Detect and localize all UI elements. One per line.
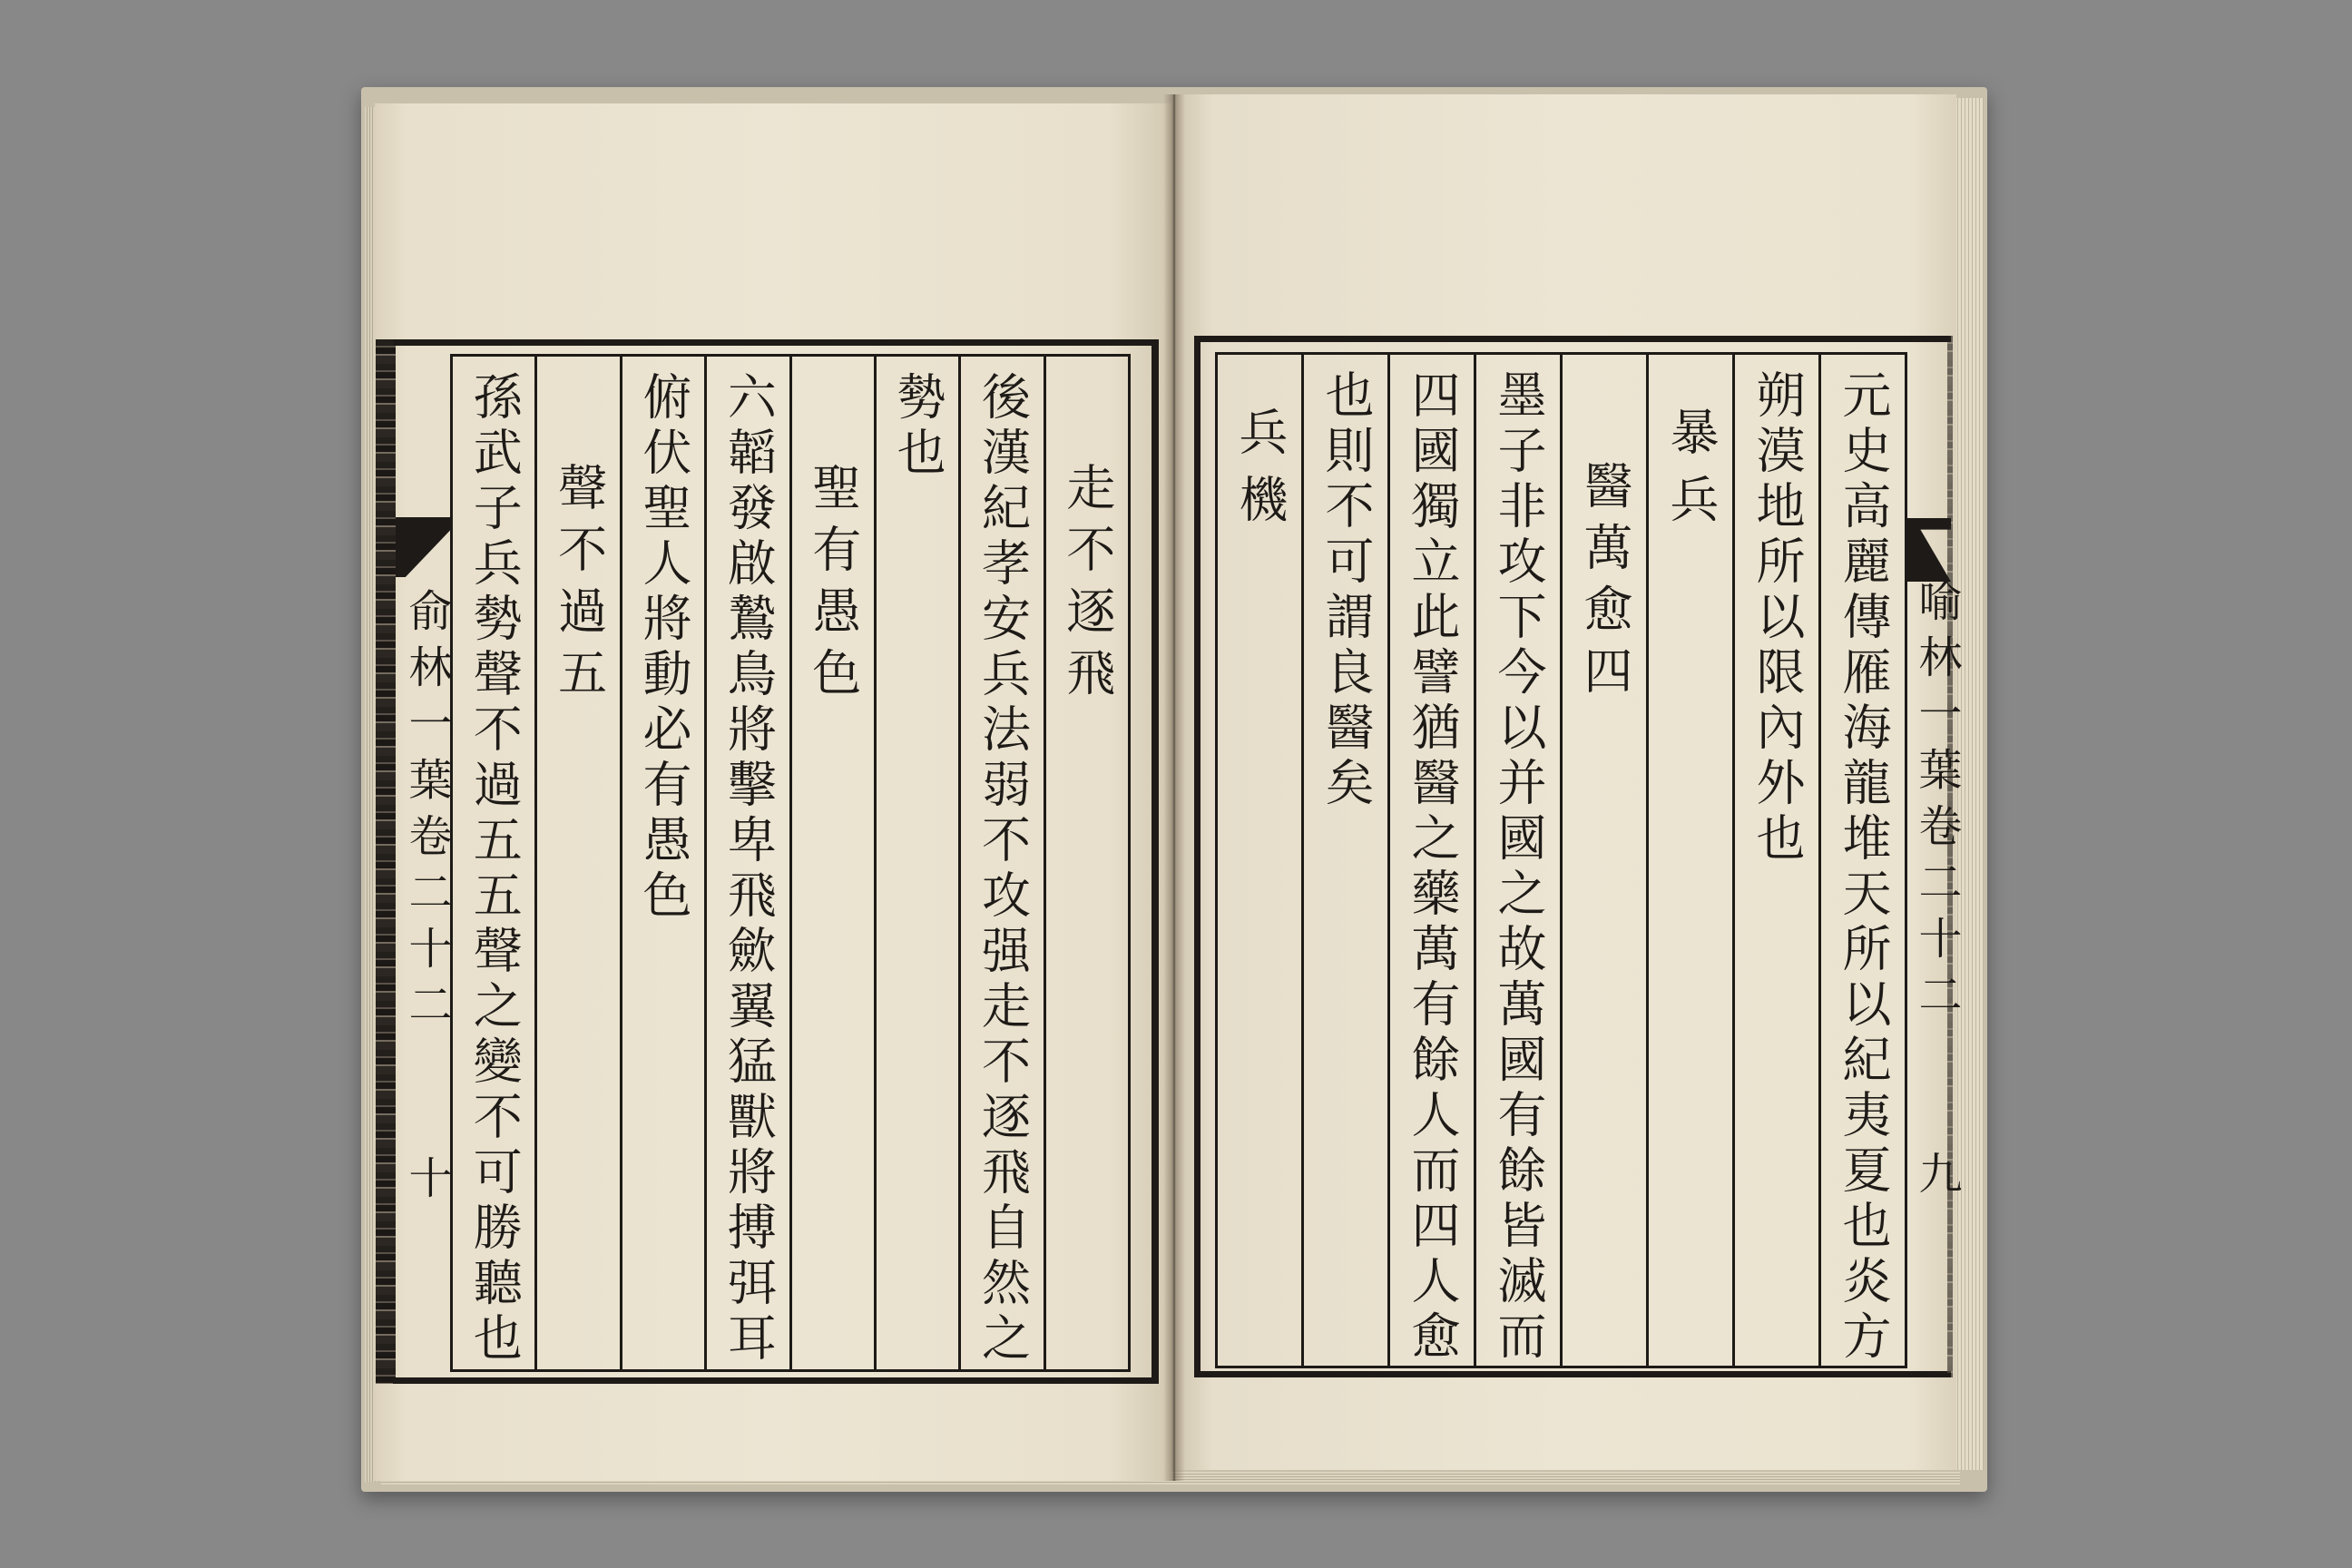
entry-title: 醫萬愈四 [1576, 460, 1633, 707]
text-column [1301, 355, 1387, 1366]
column-text: 俯伏聖人將動必有愚色 [634, 371, 692, 925]
column-text: 朔漠地所以限內外也 [1749, 369, 1806, 867]
text-column [874, 357, 958, 1369]
text-column [789, 357, 874, 1369]
text-column [453, 357, 534, 1369]
fishtail-mark [1907, 518, 1951, 582]
entry-title: 走不逐飛 [1058, 462, 1116, 709]
column-text: 後漢紀孝安兵法弱不攻强走不逐飛自然之 [974, 371, 1032, 1367]
text-column [1387, 355, 1474, 1366]
gutter-fold [1163, 94, 1185, 1481]
text-column [1560, 355, 1646, 1366]
column-text: 勢也 [889, 371, 947, 482]
column-text: 四國獨立此譬猶醫之藥萬有餘人而四人愈 [1404, 369, 1461, 1366]
frame-border-top [1194, 336, 1951, 342]
text-column [1044, 357, 1128, 1369]
page-number: 十 [401, 1155, 452, 1211]
category-heading: 兵機 [1231, 407, 1289, 541]
margin-title: 俞林一葉卷二十二 [401, 588, 452, 1038]
category-heading: 暴兵 [1662, 407, 1720, 541]
text-column [1818, 355, 1905, 1366]
center-margin-strip [396, 357, 450, 1369]
text-column [620, 357, 704, 1369]
page-number: 九 [1911, 1151, 1962, 1207]
frame-border-right [1152, 339, 1159, 1384]
column-text: 元史高麗傳雁海龍堆天所以紀夷夏也炎方 [1835, 369, 1892, 1366]
column-text: 孫武子兵勢聲不過五五聲之變不可勝聽也 [466, 371, 524, 1367]
column-text: 也則不可謂良醫矣 [1318, 369, 1375, 812]
text-column [958, 357, 1043, 1369]
column-text: 墨子非攻下今以并國之故萬國有餘皆滅而 [1490, 369, 1547, 1366]
text-column [534, 357, 619, 1369]
entry-title: 聲不過五 [550, 462, 608, 709]
frame-border-bottom [393, 1377, 1159, 1384]
margin-title: 喻林一葉卷二十二 [1911, 578, 1962, 1028]
column-text: 六韜發啟鷙鳥將擊卑飛歛翼猛獸將搏弭耳 [720, 371, 778, 1367]
left-fold-edge [376, 339, 396, 1384]
center-margin-strip [1907, 355, 1962, 1366]
text-column [1646, 355, 1732, 1366]
text-column [1474, 355, 1560, 1366]
column-grid [453, 357, 1128, 1369]
text-column [704, 357, 789, 1369]
frame-border-left [1194, 336, 1200, 1377]
text-column [1732, 355, 1818, 1366]
frame-border-bottom [1194, 1371, 1951, 1377]
frame-border-top [393, 339, 1159, 346]
fishtail-mark [396, 517, 450, 577]
entry-title: 聖有愚色 [804, 462, 862, 709]
column-grid [1218, 355, 1905, 1366]
text-column [1218, 355, 1301, 1366]
